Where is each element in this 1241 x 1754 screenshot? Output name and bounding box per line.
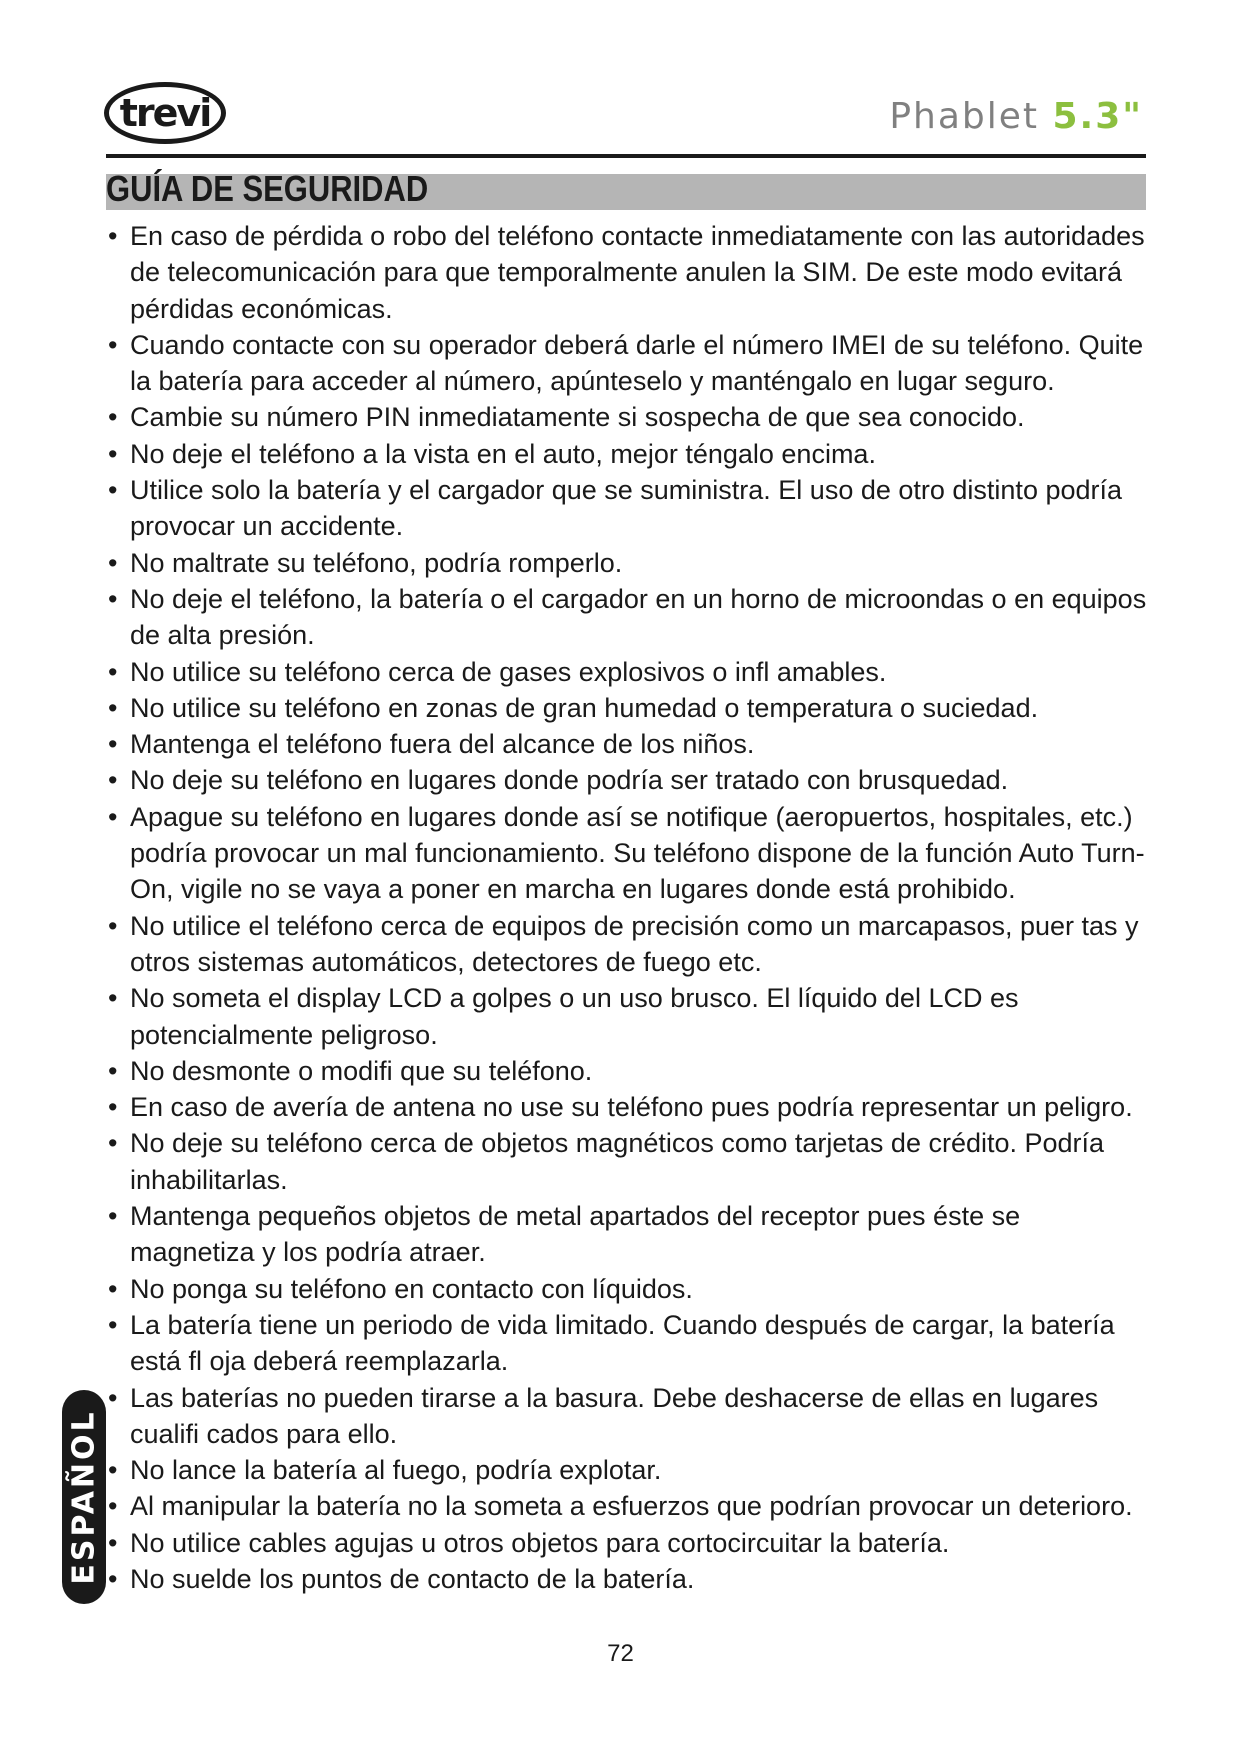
list-item: • No deje el teléfono a la vista en el auto, mejor téngalo encima.	[108, 436, 1148, 472]
list-item: • Cambie su número PIN inmediatamente si sospecha de que sea conocido.	[108, 399, 1148, 435]
list-item: • En caso de avería de antena no use su teléfono pues podría representar un peligro.	[108, 1089, 1148, 1125]
list-item: • Al manipular la batería no la someta a esfuerzos que podrían provocar un deterioro.	[108, 1488, 1148, 1524]
brand-name: Phablet	[889, 96, 1040, 137]
list-item: • No lance la batería al fuego, podría explotar.	[108, 1452, 1148, 1488]
list-item: • Mantenga pequeños objetos de metal apartados del receptor pues éste se magnetiza y los podría atraer.	[108, 1198, 1148, 1271]
list-item: • No deje su teléfono en lugares donde podría ser tratado con brusquedad.	[108, 762, 1148, 798]
list-item: • No desmonte o modifi que su teléfono.	[108, 1053, 1148, 1089]
page-number: 72	[607, 1640, 634, 1667]
safety-list	[108, 218, 1148, 1597]
list-item: • No utilice cables agujas u otros objetos para cortocircuitar la batería.	[108, 1525, 1148, 1561]
language-tab-label: ESPAÑOL	[66, 1409, 102, 1585]
section-title: GUÍA DE SEGURIDAD	[106, 168, 429, 209]
list-item: • No deje el teléfono, la batería o el cargador en un horno de microondas o en equipos de alta presión.	[108, 581, 1148, 654]
list-item: • Las baterías no pueden tirarse a la basura. Debe deshacerse de ellas en lugares cualifi cados para ello.	[108, 1380, 1148, 1453]
language-tab	[62, 1390, 106, 1604]
brand-version: 5.3"	[1052, 96, 1143, 137]
list-item: • No utilice su teléfono en zonas de gran humedad o temperatura o suciedad.	[108, 690, 1148, 726]
product-brand	[889, 96, 1143, 137]
logo-text: trevi	[119, 91, 211, 135]
list-item: • No someta el display LCD a golpes o un uso brusco. El líquido del LCD es potencialmente peligroso.	[108, 980, 1148, 1053]
header-divider	[106, 154, 1146, 158]
trevi-logo	[104, 82, 226, 144]
list-item: • Utilice solo la batería y el cargador que se suministra. El uso de otro distinto podría provocar un accidente.	[108, 472, 1148, 545]
list-item: • No maltrate su teléfono, podría romperlo.	[108, 545, 1148, 581]
list-item: • No utilice su teléfono cerca de gases explosivos o infl amables.	[108, 654, 1148, 690]
list-item: • No ponga su teléfono en contacto con líquidos.	[108, 1271, 1148, 1307]
list-item: • En caso de pérdida o robo del teléfono contacte inmediatamente con las autoridades de telecomunicación para que temporalmente anulen la SIM. De este modo evitará pérdidas económicas.	[108, 218, 1148, 327]
list-item: • No deje su teléfono cerca de objetos magnéticos como tarjetas de crédito. Podría inhabilitarlas.	[108, 1125, 1148, 1198]
list-item: • La batería tiene un periodo de vida limitado. Cuando después de cargar, la batería está fl oja deberá reemplazarla.	[108, 1307, 1148, 1380]
list-item: • Cuando contacte con su operador deberá darle el número IMEI de su teléfono. Quite la batería para acceder al número, apúnteselo y manténgalo en lugar seguro.	[108, 327, 1148, 400]
list-item: • No utilice el teléfono cerca de equipos de precisión como un marcapasos, puer tas y otros sistemas automáticos, detectores de fuego etc.	[108, 908, 1148, 981]
list-item: • No suelde los puntos de contacto de la batería.	[108, 1561, 1148, 1597]
list-item: • Mantenga el teléfono fuera del alcance de los niños.	[108, 726, 1148, 762]
list-item: • Apague su teléfono en lugares donde así se notifique (aeropuertos, hospitales, etc.) podría provocar un mal funcionamiento. Su teléfono dispone de la función Auto Turn-On, vigile no se vaya a poner en marcha en lugares donde está prohibido.	[108, 799, 1148, 908]
